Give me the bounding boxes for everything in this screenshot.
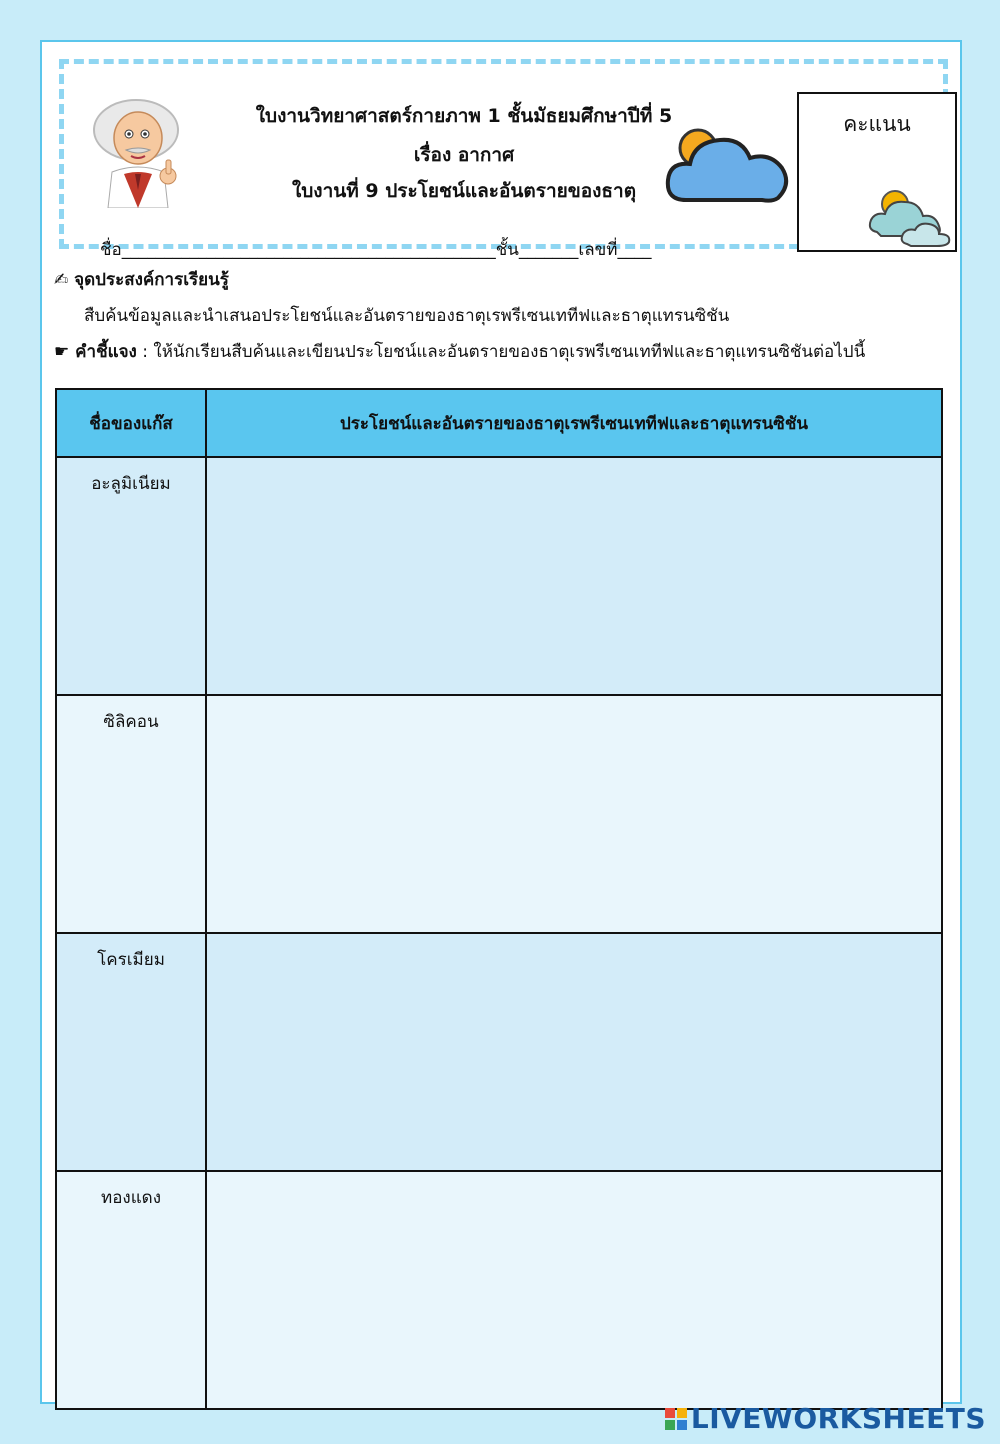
brand-text: LIVEWORKSHEETS xyxy=(690,1402,986,1435)
cloud-sun-icon xyxy=(867,186,953,248)
answer-cell[interactable] xyxy=(206,1171,942,1409)
answer-cell[interactable] xyxy=(206,933,942,1171)
objective-text: สืบค้นข้อมูลและนำเสนอประโยชน์และอันตรายของธาตุเรพรีเซนเททีฟและธาตุแทรนซิชัน xyxy=(84,306,730,326)
direction-separator: : xyxy=(136,342,154,362)
einstein-mascot-icon xyxy=(86,90,184,208)
direction-line xyxy=(54,338,865,365)
element-name: โครเมียม xyxy=(56,933,206,1171)
column-header-info: ประโยชน์และอันตรายของธาตุเรพรีเซนเททีฟและธาตุแทรนซิชัน xyxy=(206,389,942,457)
worksheet-topic: เรื่อง อากาศ xyxy=(413,144,515,166)
answer-cell[interactable] xyxy=(206,457,942,695)
worksheet-title: ใบงานวิทยาศาสตร์กายภาพ 1 ชั้นมัธยมศึกษาปีที่ 5 xyxy=(255,105,673,127)
student-info-line[interactable]: ชื่อ____________________________________________ชั้น_______เลขที่____ xyxy=(100,240,652,260)
table-header-row xyxy=(56,389,942,457)
table-row xyxy=(56,695,942,933)
element-name: ทองแดง xyxy=(56,1171,206,1409)
worksheet-number: ใบงานที่ 9 ประโยชน์และอันตรายของธาตุ xyxy=(291,180,637,202)
element-name: อะลูมิเนียม xyxy=(56,457,206,695)
liveworksheets-brand[interactable] xyxy=(665,1402,986,1435)
answer-cell[interactable] xyxy=(206,695,942,933)
direction-label: ☛ คำชี้แจง xyxy=(54,342,137,362)
direction-text: ให้นักเรียนสืบค้นและเขียนประโยชน์และอันตรายของธาตุเรพรีเซนเททีฟและธาตุแทรนซิชันต่อไปนี้ xyxy=(153,342,866,362)
element-name: ซิลิคอน xyxy=(56,695,206,933)
objective-heading: ✍ จุดประสงค์การเรียนรู้ xyxy=(54,270,229,290)
liveworksheets-logo-icon xyxy=(665,1408,687,1430)
column-header-name: ชื่อของแก๊ส xyxy=(56,389,206,457)
element-table xyxy=(55,388,943,1410)
worksheet xyxy=(40,40,962,1404)
score-label: คะแนน xyxy=(843,112,911,136)
cloud-sun-icon xyxy=(662,122,792,206)
score-box[interactable] xyxy=(797,92,957,252)
header-box xyxy=(59,59,948,260)
table-row xyxy=(56,457,942,695)
table-row xyxy=(56,1171,942,1409)
table-row xyxy=(56,933,942,1171)
